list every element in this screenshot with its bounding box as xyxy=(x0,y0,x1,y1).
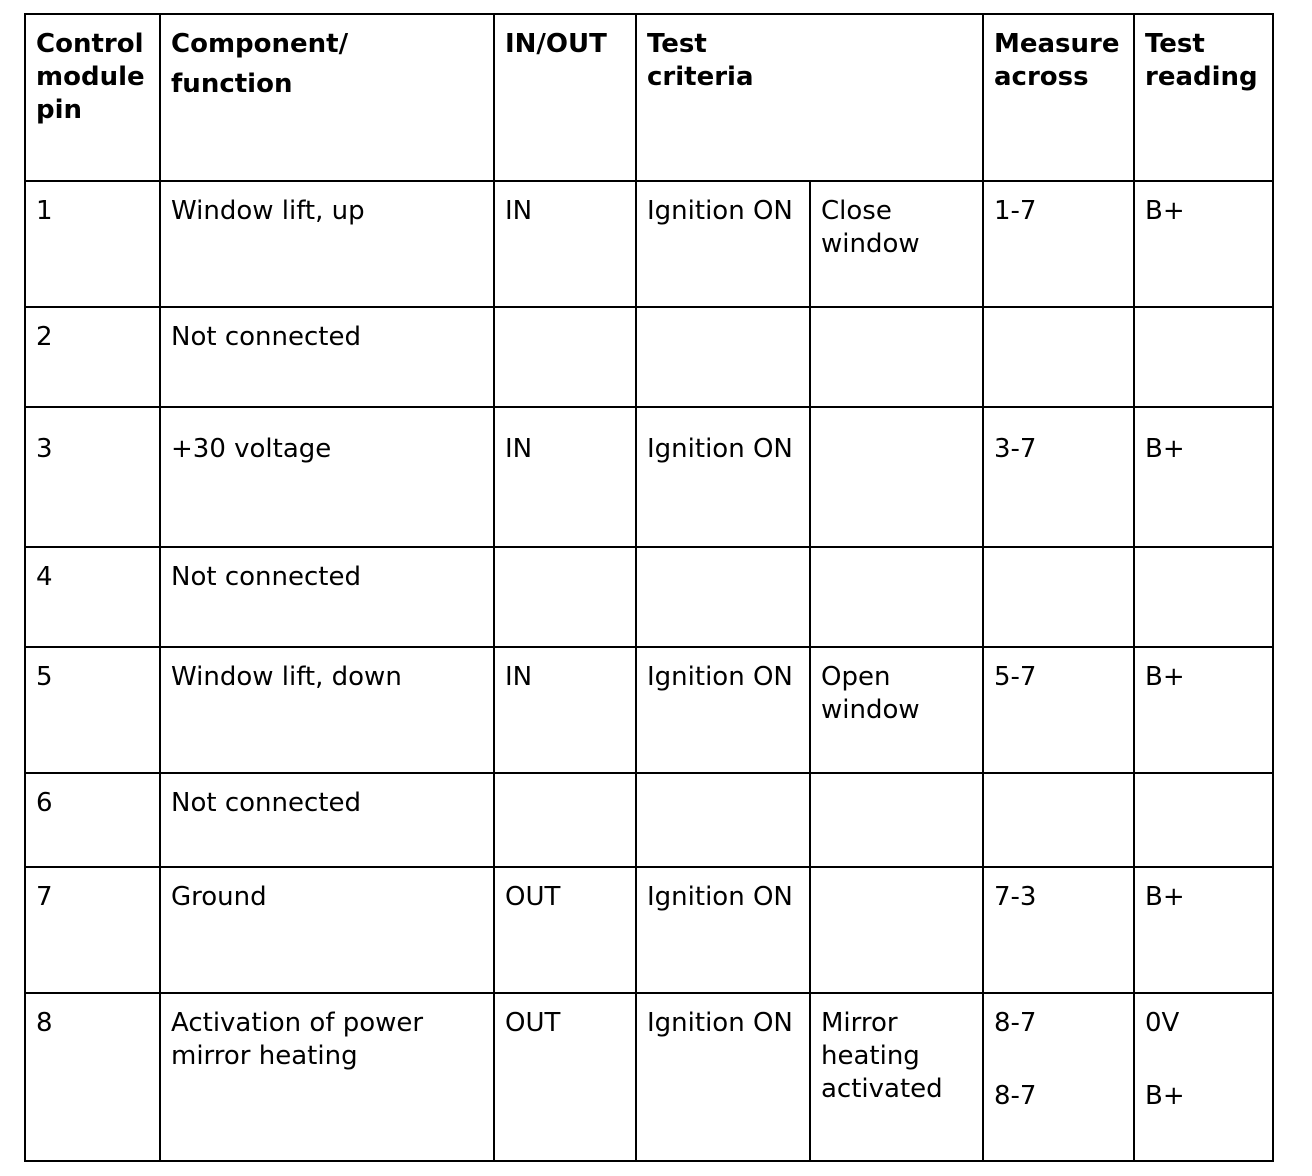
cell-inout xyxy=(494,547,636,647)
cell-inout: IN xyxy=(494,647,636,773)
cell-inout xyxy=(494,773,636,867)
cell-criteria-action xyxy=(810,307,983,407)
table-row xyxy=(25,407,1273,547)
cell-pin: 4 xyxy=(25,547,160,647)
header-criteria-text: Test criteria xyxy=(647,29,754,92)
cell-criteria-action: Open window xyxy=(810,647,983,773)
cell-pin: 8 xyxy=(25,993,160,1161)
cell-criteria-condition: Ignition ON xyxy=(636,181,810,307)
cell-criteria-condition xyxy=(636,547,810,647)
cell-criteria-condition xyxy=(636,773,810,867)
header-reading: Test reading xyxy=(1134,14,1273,181)
cell-component: Not connected xyxy=(160,773,494,867)
cell-reading: B+ xyxy=(1134,181,1273,307)
cell-inout xyxy=(494,307,636,407)
cell-measure: 3-7 xyxy=(983,407,1134,547)
cell-component: Window lift, up xyxy=(160,181,494,307)
cell-measure xyxy=(983,307,1134,407)
cell-measure: 1-7 xyxy=(983,181,1134,307)
cell-pin: 5 xyxy=(25,647,160,773)
cell-pin: 6 xyxy=(25,773,160,867)
table-row xyxy=(25,867,1273,993)
cell-criteria-action xyxy=(810,407,983,547)
cell-reading-value: 0V xyxy=(1145,1008,1180,1038)
cell-reading xyxy=(1134,547,1273,647)
header-component-line1: Component/ xyxy=(171,29,349,59)
cell-criteria-action xyxy=(810,547,983,647)
cell-component: Not connected xyxy=(160,547,494,647)
cell-measure-value: 8-7 xyxy=(994,1081,1037,1111)
table-row xyxy=(25,547,1273,647)
cell-component: +30 voltage xyxy=(160,407,494,547)
cell-reading xyxy=(1134,307,1273,407)
cell-criteria-condition xyxy=(636,307,810,407)
cell-component: Ground xyxy=(160,867,494,993)
cell-measure: 7-3 xyxy=(983,867,1134,993)
cell-reading: B+ xyxy=(1134,867,1273,993)
cell-criteria-action: Close window xyxy=(810,181,983,307)
table-row xyxy=(25,647,1273,773)
cell-criteria-condition: Ignition ON xyxy=(636,407,810,547)
header-pin: Control module pin xyxy=(25,14,160,181)
cell-criteria-action xyxy=(810,773,983,867)
cell-criteria-action: Mirror heating activated xyxy=(810,993,983,1161)
cell-criteria-condition: Ignition ON xyxy=(636,647,810,773)
cell-inout: OUT xyxy=(494,993,636,1161)
cell-reading xyxy=(1134,773,1273,867)
header-row xyxy=(25,14,1273,181)
cell-measure xyxy=(983,993,1134,1161)
header-component-line2: function xyxy=(171,69,293,99)
header-component xyxy=(160,14,494,181)
cell-measure xyxy=(983,547,1134,647)
cell-reading xyxy=(1134,993,1273,1161)
cell-reading-value: B+ xyxy=(1145,1081,1185,1111)
cell-criteria-condition: Ignition ON xyxy=(636,993,810,1161)
cell-pin: 2 xyxy=(25,307,160,407)
cell-component: Activation of power mirror heating xyxy=(160,993,494,1161)
table-row xyxy=(25,181,1273,307)
cell-measure xyxy=(983,773,1134,867)
cell-inout: OUT xyxy=(494,867,636,993)
cell-inout: IN xyxy=(494,181,636,307)
header-measure: Measure across xyxy=(983,14,1134,181)
cell-criteria-action xyxy=(810,867,983,993)
header-inout: IN/OUT xyxy=(494,14,636,181)
table-row xyxy=(25,307,1273,407)
header-criteria xyxy=(636,14,983,181)
cell-measure: 5-7 xyxy=(983,647,1134,773)
cell-criteria-condition: Ignition ON xyxy=(636,867,810,993)
cell-reading: B+ xyxy=(1134,647,1273,773)
pin-test-table xyxy=(24,13,1274,1162)
cell-pin: 3 xyxy=(25,407,160,547)
cell-pin: 1 xyxy=(25,181,160,307)
table-row xyxy=(25,993,1273,1161)
cell-component: Not connected xyxy=(160,307,494,407)
cell-measure-value: 8-7 xyxy=(994,1008,1037,1038)
cell-pin: 7 xyxy=(25,867,160,993)
cell-component: Window lift, down xyxy=(160,647,494,773)
cell-reading: B+ xyxy=(1134,407,1273,547)
table-row xyxy=(25,773,1273,867)
cell-inout: IN xyxy=(494,407,636,547)
